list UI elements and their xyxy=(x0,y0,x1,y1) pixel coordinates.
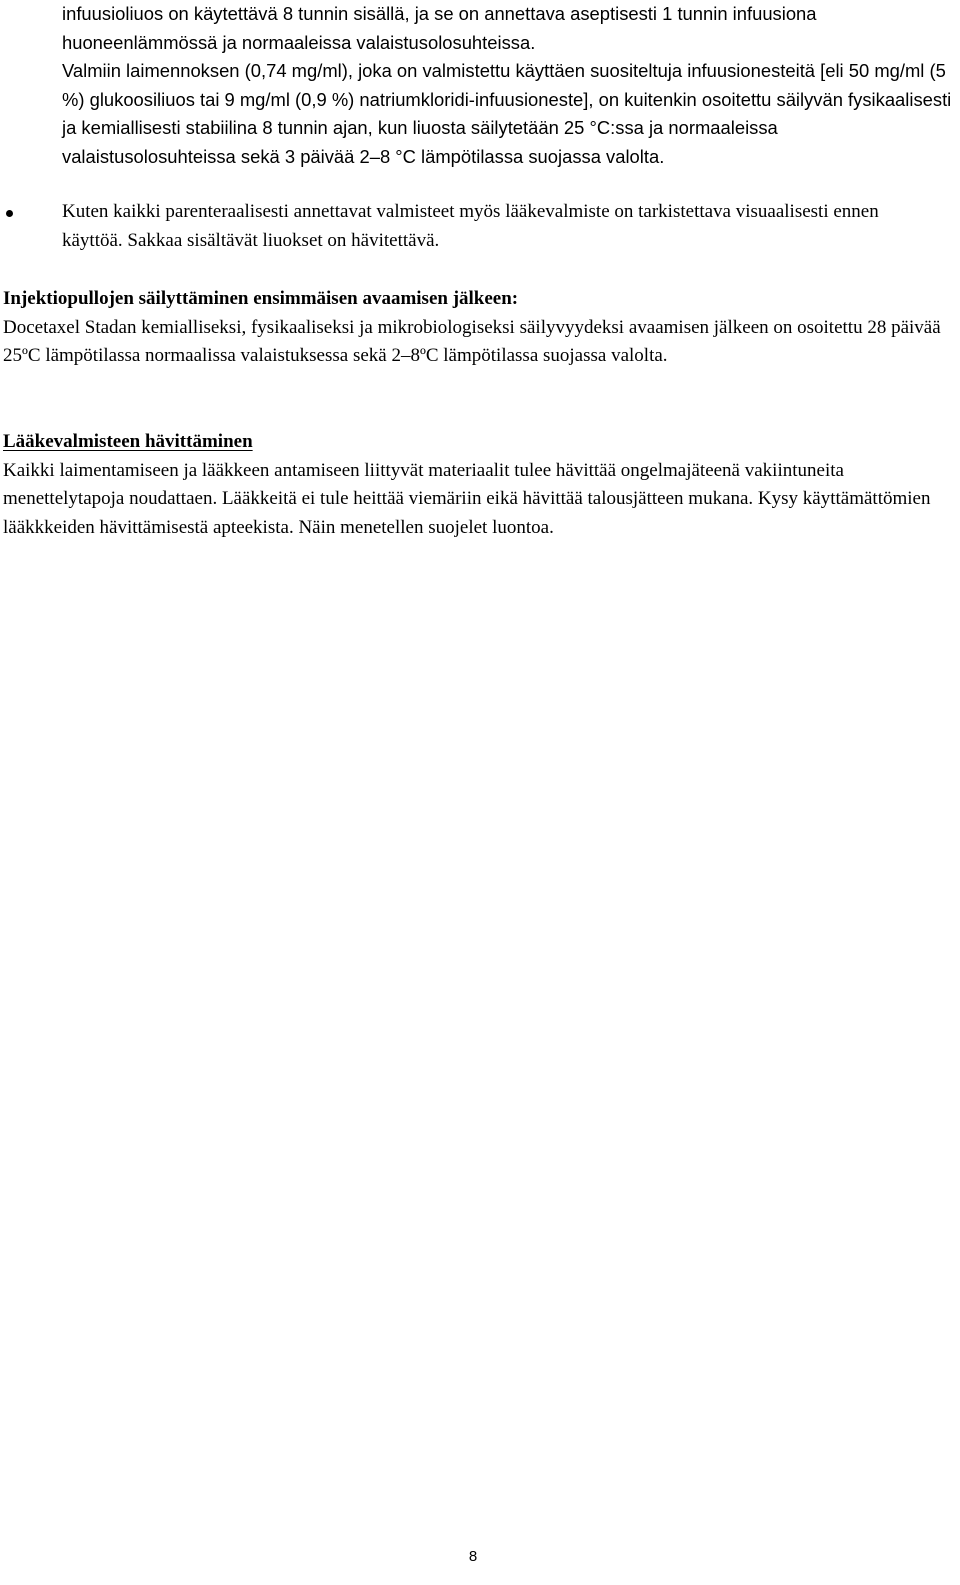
storage-body: Docetaxel Stadan kemialliseksi, fysikaaliseksi ja mikrobiologiseksi säilyvyydeksi avaamisen jälkeen on osoitettu 28 päivää 25ºC lämpötilassa normaalissa valaistuksessa sekä 2–8ºC lämpötilassa suojassa valolta. xyxy=(3,316,941,366)
disposal-heading: Lääkevalmisteen hävittäminen xyxy=(3,431,253,452)
bullet-icon xyxy=(6,210,13,217)
dilution-stability-paragraph: Valmiin laimennoksen (0,74 mg/ml), joka on valmistettu käyttäen suositeltuja infuusionesteitä [eli 50 mg/ml (5 %) glukoosiliuos tai 9 mg/ml (0,9 %) natriumkloridi-infuusioneste], on kuitenkin osoitettu säilyvän fysikaalisesti ja kemiallisesti stabiilina 8 tunnin ajan, kun liuosta säilytetään 25 °C:ssa ja normaaleissa valaistusolosuhteissa sekä 3 päivää 2–8 °C lämpötilassa suojassa valolta. xyxy=(62,60,952,167)
page-number: 8 xyxy=(468,1548,478,1565)
infusion-usage-paragraph: infuusioliuos on käytettävä 8 tunnin sisällä, ja se on annettava aseptisesti 1 tunnin infuusiona huoneenlämmössä ja normaaleissa valaistusolosuhteissa. xyxy=(62,3,817,53)
storage-heading: Injektiopullojen säilyttäminen ensimmäisen avaamisen jälkeen: xyxy=(3,288,519,309)
storage-after-opening-section xyxy=(3,285,953,371)
disposal-section xyxy=(3,428,953,542)
bullet-text: Kuten kaikki parenteraalisesti annettavat valmisteet myös lääkevalmiste on tarkistettava visuaalisesti ennen käyttöä. Sakkaa sisältävät liuokset on hävitettävä. xyxy=(62,201,879,251)
bullet-item xyxy=(62,198,942,255)
infusion-stability-text xyxy=(62,0,952,171)
disposal-body: Kaikki laimentamiseen ja lääkkeen antamiseen liittyvät materiaalit tulee hävittää ongelmajäteenä vakiintuneita menettelytapoja noudattaen. Lääkkeitä ei tule heittää viemäriin eikä hävittää talousjätteen mukana. Kysy käyttämättömien lääkkkeiden hävittämisestä apteekista. Näin menetellen suojelet luontoa. xyxy=(3,459,931,538)
